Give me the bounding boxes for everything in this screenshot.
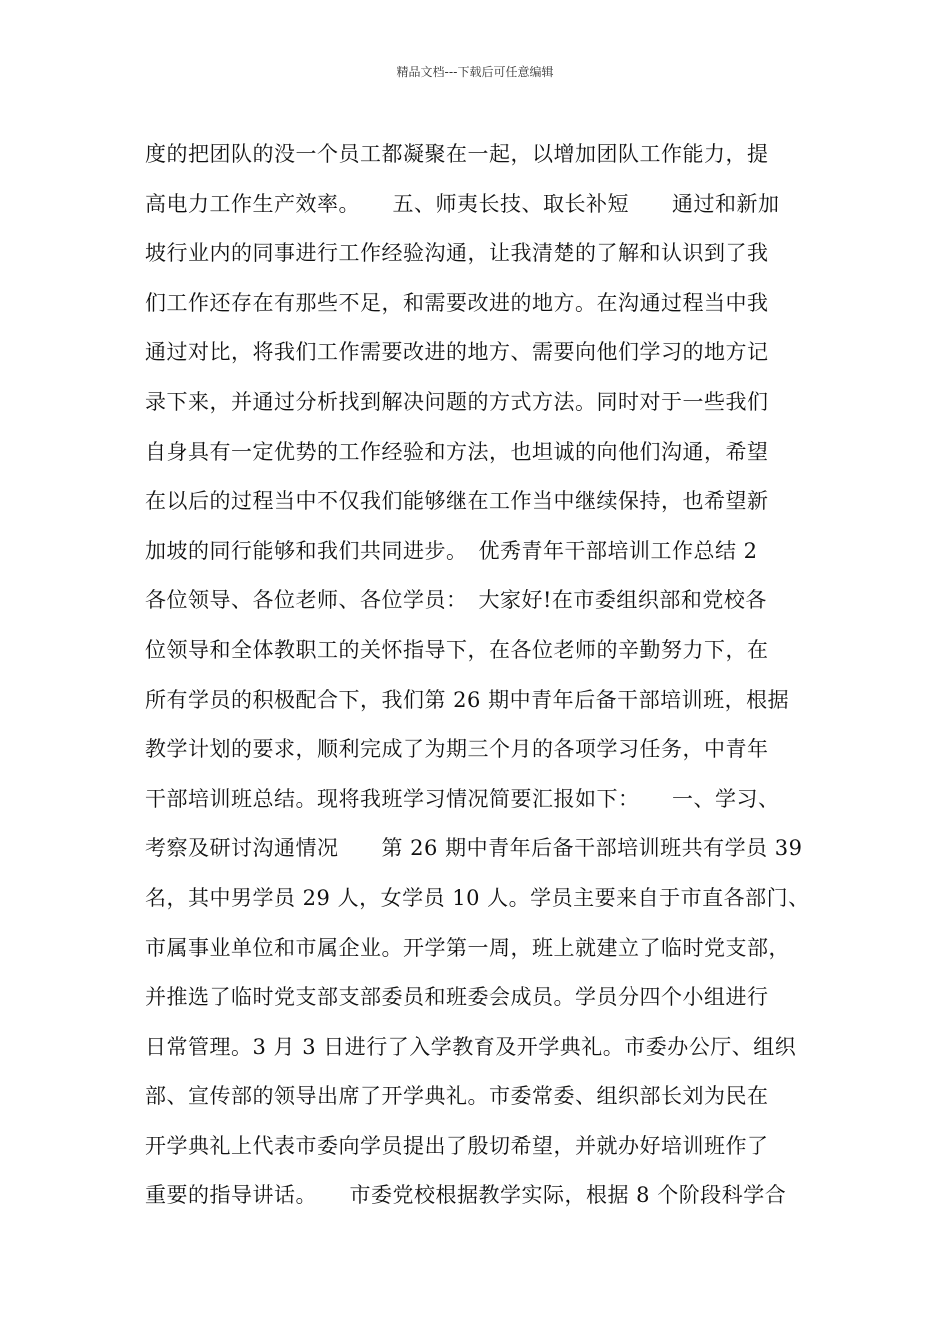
page-header: 精品文档---下载后可任意编辑	[396, 65, 554, 79]
text-line: 自身具有一定优势的工作经验和方法，也坦诚的向他们沟通，希望	[145, 439, 769, 464]
text-line: 位领导和全体教职工的关怀指导下，在各位老师的辛勤努力下，在	[145, 637, 769, 662]
text-line: 高电力工作生产效率。 五、师夷长技、取长补短 通过和新加	[145, 191, 780, 216]
text-line: 部、宣传部的领导出席了开学典礼。市委常委、组织部长刘为民在	[145, 1084, 769, 1109]
text-line: 录下来，并通过分析找到解决问题的方式方法。同时对于一些我们	[145, 389, 769, 414]
text-line: 重要的指导讲话。 市委党校根据教学实际，根据 8 个阶段科学合	[145, 1183, 787, 1208]
text-line: 干部培训班总结。现将我班学习情况简要汇报如下： 一、学习、	[145, 786, 780, 811]
text-line: 各位领导、各位老师、各位学员： 大家好!在市委组织部和党校各	[145, 588, 767, 613]
text-line: 开学典礼上代表市委向学员提出了殷切希望，并就办好培训班作了	[145, 1133, 769, 1158]
text-line: 坡行业内的同事进行工作经验沟通，让我清楚的了解和认识到了我	[145, 241, 769, 266]
text-line: 考察及研讨沟通情况 第 26 期中青年后备干部培训班共有学员 39	[145, 836, 803, 861]
text-line: 市属事业单位和市属企业。开学第一周，班上就建立了临时党支部，	[145, 935, 790, 960]
text-line: 加坡的同行能够和我们共同进步。 优秀青年干部培训工作总结 2	[145, 538, 758, 563]
text-line: 通过对比，将我们工作需要改进的地方、需要向他们学习的地方记	[145, 340, 769, 365]
text-line: 度的把团队的没一个员工都凝聚在一起，以增加团队工作能力，提	[145, 142, 769, 166]
text-line: 在以后的过程当中不仅我们能够继在工作当中继续保持，也希望新	[145, 489, 769, 514]
text-line: 日常管理。3 月 3 日进行了入学教育及开学典礼。市委办公厅、组织	[145, 1034, 797, 1059]
document-body	[145, 130, 810, 1221]
text-line: 名，其中男学员 29 人，女学员 10 人。学员主要来自于市直各部门、	[145, 885, 810, 910]
text-line: 并推选了临时党支部支部委员和班委会成员。学员分四个小组进行	[145, 985, 769, 1010]
text-line: 们工作还存在有那些不足，和需要改进的地方。在沟通过程当中我	[145, 290, 769, 315]
text-line: 所有学员的积极配合下，我们第 26 期中青年后备干部培训班，根据	[145, 687, 790, 712]
text-line: 教学计划的要求，顺利完成了为期三个月的各项学习任务，中青年	[145, 737, 769, 762]
